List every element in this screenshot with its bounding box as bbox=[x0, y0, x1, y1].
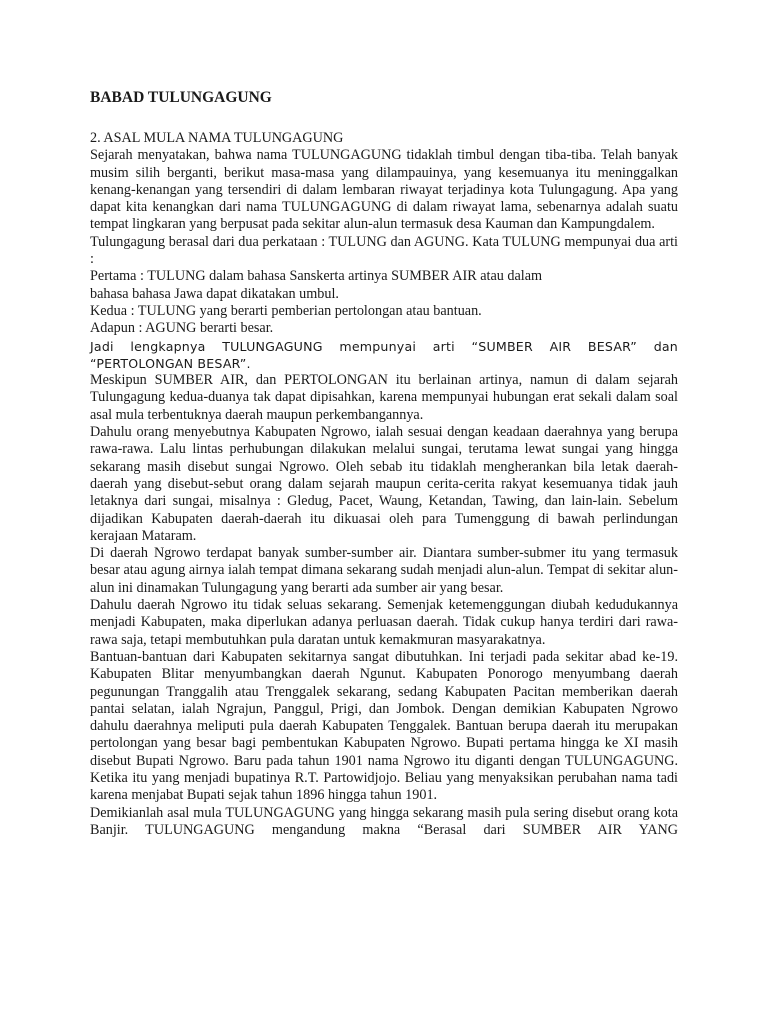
paragraph-2: Tulungagung berasal dari dua perkataan : TULUNG dan AGUNG. Kata TULUNG mempunyai dua arti : bbox=[90, 233, 678, 268]
paragraph-9: Dahulu orang menyebutnya Kabupaten Ngrowo, ialah sesuai dengan keadaan daerahnya yang berupa rawa-rawa. Lalu lintas perhubungan dilakukan melalui sungai, terutama lewat sungai yang hingga sekarang masih disebut sungai Ngrowo. Oleh sebab itu tidaklah mengherankan bila letak daerah-daerah yang disebut-sebut orang dalam sejarah maupun cerita-cerita rakyat kesemuanya tidak jauh letaknya dari sungai, misalnya : Gledug, Pacet, Waung, Ketandan, Tawing, dan lain-lain. Sebelum dijadikan Kabupaten daerah-daerah itu dikuasai oleh para Tumenggung di bawah perlindungan kerajaan Mataram. bbox=[90, 424, 678, 544]
paragraph-12: Bantuan-bantuan dari Kabupaten sekitarnya sangat dibutuhkan. Ini terjadi pada sekitar abad ke-19. Kabupaten Blitar menyumbangkan daerah Ngunut. Kabupaten Ponorogo menyumbang daerah pegunungan Tranggalih atau Trenggalek sekarang, sedang Kabupaten Pacitan memberikan daerah pantai selatan, ialah Ngrajun, Panggul, Prigi, dan Jombok. Dengan demikian Kabupaten Ngrowo dahulu daerahnya meliputi pula daerah Kabupaten Tenggalek. Bantuan berupa daerah itu merupakan pertolongan yang besar bagi pembentukan Kabupaten Ngrowo. Bupati pertama hingga ke XI masih disebut Bupati Ngrowo. Baru pada tahun 1901 nama Ngrowo itu diganti dengan TULUNGAGUNG. Ketika itu yang menjadi bupatinya R.T. Partowidjojo. Beliau yang menyaksikan perubahan nama tadi karena menjabat Bupati sejak tahun 1896 hingga tahun 1901. bbox=[90, 648, 678, 804]
paragraph-4: bahasa bahasa Jawa dapat dikatakan umbul. bbox=[90, 285, 339, 302]
paragraph-11: Dahulu daerah Ngrowo itu tidak seluas sekarang. Semenjak ketemenggungan diubah kedudukannya menjadi Kabupaten, maka diperlukan adanya perluasan daerah. Tidak cukup hanya terdiri dari rawa-rawa saja, tetapi membutuhkan pula daratan untuk kemakmuran masyarakatnya. bbox=[90, 597, 678, 648]
paragraph-3: Pertama : TULUNG dalam bahasa Sanskerta artinya SUMBER AIR atau dalam bbox=[90, 268, 543, 285]
document-title: BABAD TULUNGAGUNG bbox=[90, 89, 272, 106]
section-heading: 2. ASAL MULA NAMA TULUNGAGUNG bbox=[90, 130, 344, 146]
document-page bbox=[90, 88, 678, 839]
paragraph-10: Di daerah Ngrowo terdapat banyak sumber-sumber air. Diantara sumber-submer itu yang termasuk besar atau agung airnya ialah tempat dimana sekarang sudah menjadi alun-alun. Tempat di sekitar alun-alun ini dinamakan Tulungagung yang berarti ada sumber air yang besar. bbox=[90, 545, 678, 596]
paragraph-7: Jadi lengkapnya TULUNGAGUNG mempunyai arti “SUMBER AIR BESAR” dan “PERTOLONGAN BESAR”. bbox=[90, 338, 678, 371]
paragraph-13: Demikianlah asal mula TULUNGAGUNG yang hingga sekarang masih pula sering disebut orang kota Banjir. TULUNGAGUNG mengandung makna “Berasal dari SUMBER AIR YANG bbox=[90, 804, 678, 838]
paragraph-5: Kedua : TULUNG yang berarti pemberian pertolongan atau bantuan. bbox=[90, 302, 482, 319]
paragraph-8: Meskipun SUMBER AIR, dan PERTOLONGAN itu berlainan artinya, namun di dalam sejarah Tulungagung kedua-duanya tak dapat dipisahkan, karena mempunyai hubungan erat sekali dalam soal asal mula terbentuknya daerah maupun perkembangannya. bbox=[90, 372, 678, 423]
paragraph-1: Sejarah menyatakan, bahwa nama TULUNGAGUNG tidaklah timbul dengan tiba-tiba. Telah banyak musim silih berganti, berikut masa-masa yang dilampauinya, yang kesemuanya itu meninggalkan kenang-kenangan yang tersendiri di dalam lembaran riwayat terjadinya kota Tulungagung. Apa yang dapat kita kenangkan dari nama TULUNGAGUNG di dalam riwayat lama, sebenarnya adalah suatu tempat lingkaran yang berpusat pada sekitar alun-alun termasuk desa Kauman dan Kampungdalem. bbox=[90, 147, 678, 233]
paragraph-6: Adapun : AGUNG berarti besar. bbox=[90, 320, 274, 337]
